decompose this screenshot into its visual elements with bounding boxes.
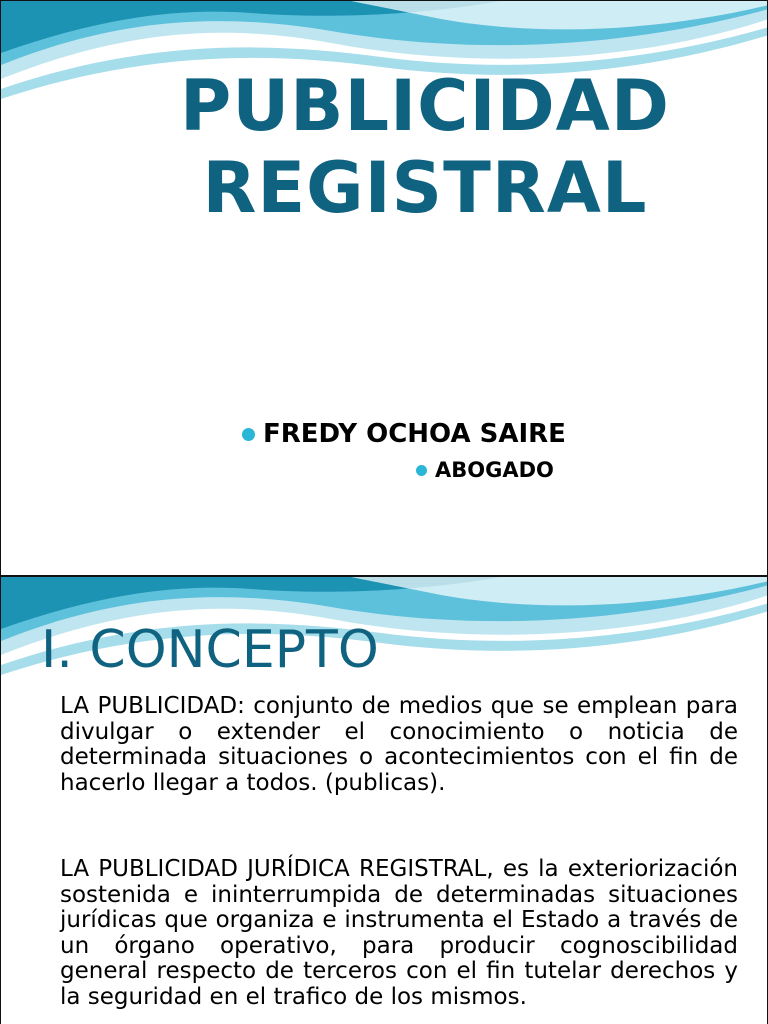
bullet-author	[242, 419, 566, 449]
title-line-2: REGISTRAL	[202, 147, 648, 229]
slide-concepto	[0, 576, 768, 1024]
author-profession: ABOGADO	[435, 458, 554, 482]
paragraph-publicidad-registral: LA PUBLICIDAD JURÍDICA REGISTRAL, es la exteriorización sostenida e ininterrumpida de determinadas situaciones jurídicas que organiza e instrumenta el Estado a través de un órgano operativo, para producir cognoscibilidad general respecto de terceros con el fin tutelar derechos y la seguridad en el trafico de los mismos.	[60, 856, 738, 1010]
title-line-1: PUBLICIDAD	[180, 65, 670, 147]
author-name: FREDY OCHOA SAIRE	[263, 419, 566, 449]
bullet-dot-icon	[242, 428, 255, 441]
bullet-dot-icon	[416, 465, 427, 476]
section-heading: I. CONCEPTO	[41, 620, 379, 680]
bullet-profession	[416, 458, 554, 482]
paragraph-publicidad: LA PUBLICIDAD: conjunto de medios que se emplean para divulgar o extender el conocimiento o noticia de determinada situaciones o acontecimientos con el fin de hacerlo llegar a todos. (publicas).	[60, 693, 738, 796]
